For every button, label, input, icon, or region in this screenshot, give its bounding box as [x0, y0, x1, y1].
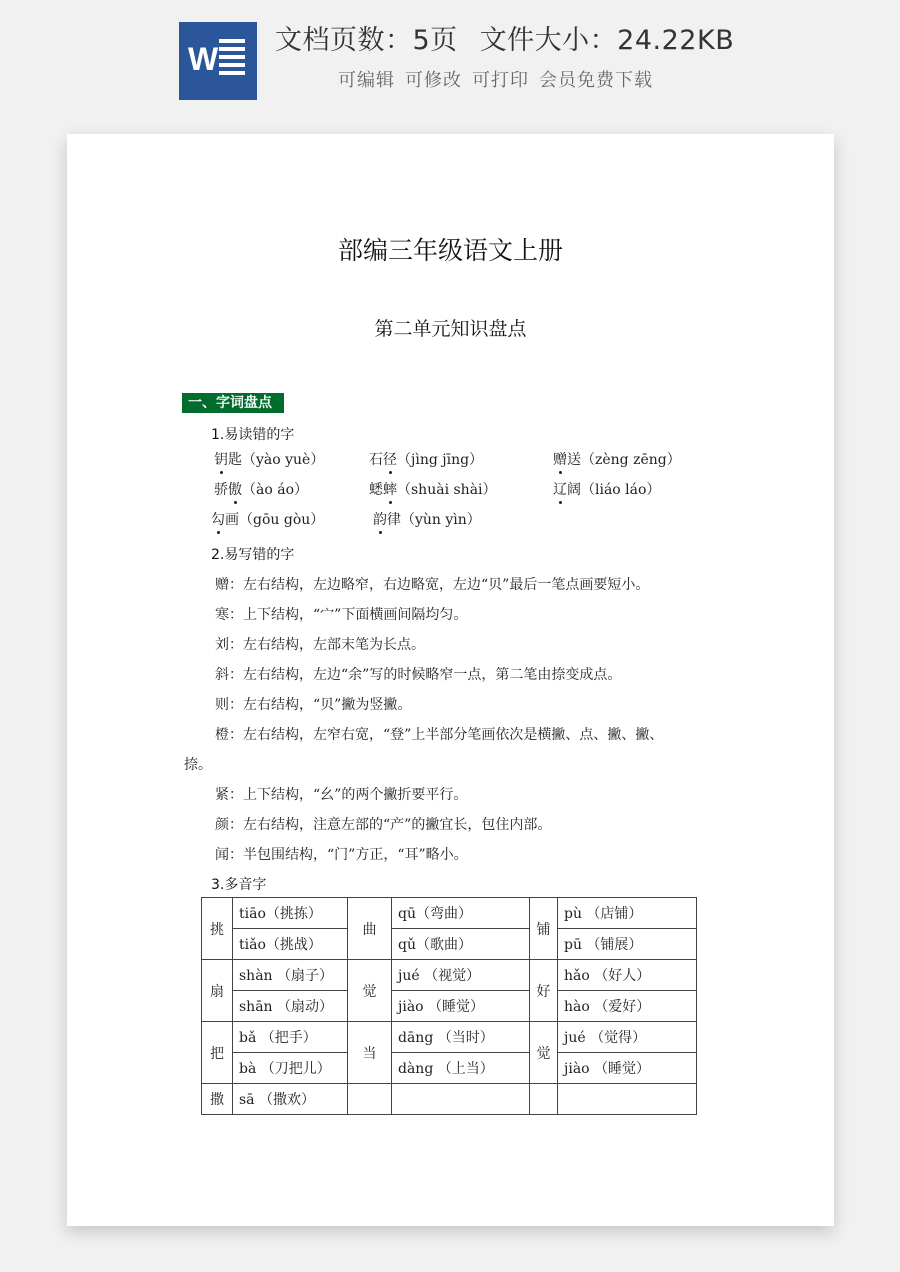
table-cell-char: 好 — [530, 960, 558, 1022]
word-item: 钥匙（yào yuè） — [214, 449, 324, 469]
word-item: 赠送（zèng zēng） — [553, 449, 681, 469]
write-note: 闻：半包围结构，“门”方正，“耳”略小。 — [215, 847, 468, 863]
write-note: 斜：左右结构，左边“余”写的时候略窄一点，第二笔由捺变成点。 — [215, 667, 622, 683]
word-letter: W — [188, 41, 219, 77]
write-note: 赠：左右结构，左边略窄，右边略宽，左边“贝”最后一笔点画要短小。 — [215, 577, 650, 593]
table-row — [202, 991, 697, 1022]
subheading-polyphonic: 3.多音字 — [211, 877, 267, 893]
table-cell-reading: jué （视觉） — [392, 960, 530, 991]
subheading-easy-write: 2.易写错的字 — [211, 547, 295, 563]
table-cell-reading: dàng （上当） — [392, 1053, 530, 1084]
table-cell-reading: jiào （睡觉） — [392, 991, 530, 1022]
table-row — [202, 898, 697, 929]
table-cell-reading: tiǎo（挑战） — [233, 929, 348, 960]
table-cell-reading: bà （刀把儿） — [233, 1053, 348, 1084]
page-count: 文档页数：5页 — [275, 25, 458, 56]
subheading-easy-read: 1.易读错的字 — [211, 427, 295, 443]
table-cell-reading: shàn （扇子） — [233, 960, 348, 991]
table-row — [202, 960, 697, 991]
word-item: 骄傲（ào áo） — [214, 479, 308, 499]
tag-modifiable: 可修改 — [405, 70, 462, 91]
table-cell-char: 扇 — [202, 960, 233, 1022]
document-title: 部编三年级语文上册 — [337, 236, 563, 265]
table-cell-char: 曲 — [348, 898, 392, 960]
section-heading: 一、字词盘点 — [182, 393, 284, 413]
table-row — [202, 1084, 697, 1115]
word-document-icon — [179, 22, 257, 100]
table-row — [202, 929, 697, 960]
word-item: 勾画（gōu gòu） — [211, 509, 324, 529]
table-cell-reading: pū （铺展） — [558, 929, 697, 960]
write-note: 紧：上下结构，“幺”的两个撇折要平行。 — [215, 787, 468, 803]
table-cell-reading: jué （觉得） — [558, 1022, 697, 1053]
table-cell-char: 觉 — [348, 960, 392, 1022]
document-lines-icon — [219, 39, 245, 79]
table-cell-reading: qū（弯曲） — [392, 898, 530, 929]
table-cell-empty — [348, 1084, 392, 1115]
table-cell-char: 铺 — [530, 898, 558, 960]
table-cell-reading: hào （爱好） — [558, 991, 697, 1022]
table-cell-reading: pù （店铺） — [558, 898, 697, 929]
table-row — [202, 1022, 697, 1053]
table-cell-reading: jiào （睡觉） — [558, 1053, 697, 1084]
table-cell-reading: sā （撒欢） — [233, 1084, 348, 1115]
table-cell-char: 当 — [348, 1022, 392, 1084]
header-subtitle — [338, 66, 653, 92]
write-note: 橙：左右结构，左窄右宽，“登”上半部分笔画依次是横撇、点、撇、撇、 — [215, 727, 664, 743]
word-item: 韵律（yùn yìn） — [373, 509, 481, 529]
word-item: 蟋蟀（shuài shài） — [369, 479, 497, 499]
write-note: 颜：左右结构，注意左部的“产”的撇宜长，包住内部。 — [215, 817, 552, 833]
write-note-continued: 捺。 — [184, 757, 212, 773]
table-cell-empty — [530, 1084, 558, 1115]
header-title — [275, 18, 734, 57]
table-cell-reading: hǎo （好人） — [558, 960, 697, 991]
document-subtitle: 第二单元知识盘点 — [374, 318, 527, 340]
table-cell-empty — [392, 1084, 530, 1115]
word-item: 辽阔（liáo láo） — [553, 479, 660, 499]
table-cell-reading: qǔ（歌曲） — [392, 929, 530, 960]
table-cell-empty — [558, 1084, 697, 1115]
write-note: 则：左右结构，“贝”撇为竖撇。 — [215, 697, 412, 713]
polyphonic-table — [201, 897, 697, 1115]
table-cell-reading: tiāo（挑拣） — [233, 898, 348, 929]
table-cell-char: 撒 — [202, 1084, 233, 1115]
tag-printable: 可打印 — [472, 70, 529, 91]
tag-editable: 可编辑 — [338, 70, 395, 91]
table-cell-char: 觉 — [530, 1022, 558, 1084]
table-cell-reading: shān （扇动） — [233, 991, 348, 1022]
table-cell-char: 挑 — [202, 898, 233, 960]
file-size: 文件大小：24.22KB — [479, 25, 735, 56]
table-cell-reading: dāng （当时） — [392, 1022, 530, 1053]
table-cell-char: 把 — [202, 1022, 233, 1084]
tag-free-download: 会员免费下载 — [539, 70, 653, 91]
word-item: 石径（jìng jīng） — [369, 449, 483, 469]
document-page — [67, 134, 834, 1226]
table-row — [202, 1053, 697, 1084]
write-note: 寒：上下结构，“宀”下面横画间隔均匀。 — [215, 607, 468, 623]
write-note: 刘：左右结构，左部末笔为长点。 — [215, 637, 425, 653]
table-cell-reading: bǎ （把手） — [233, 1022, 348, 1053]
